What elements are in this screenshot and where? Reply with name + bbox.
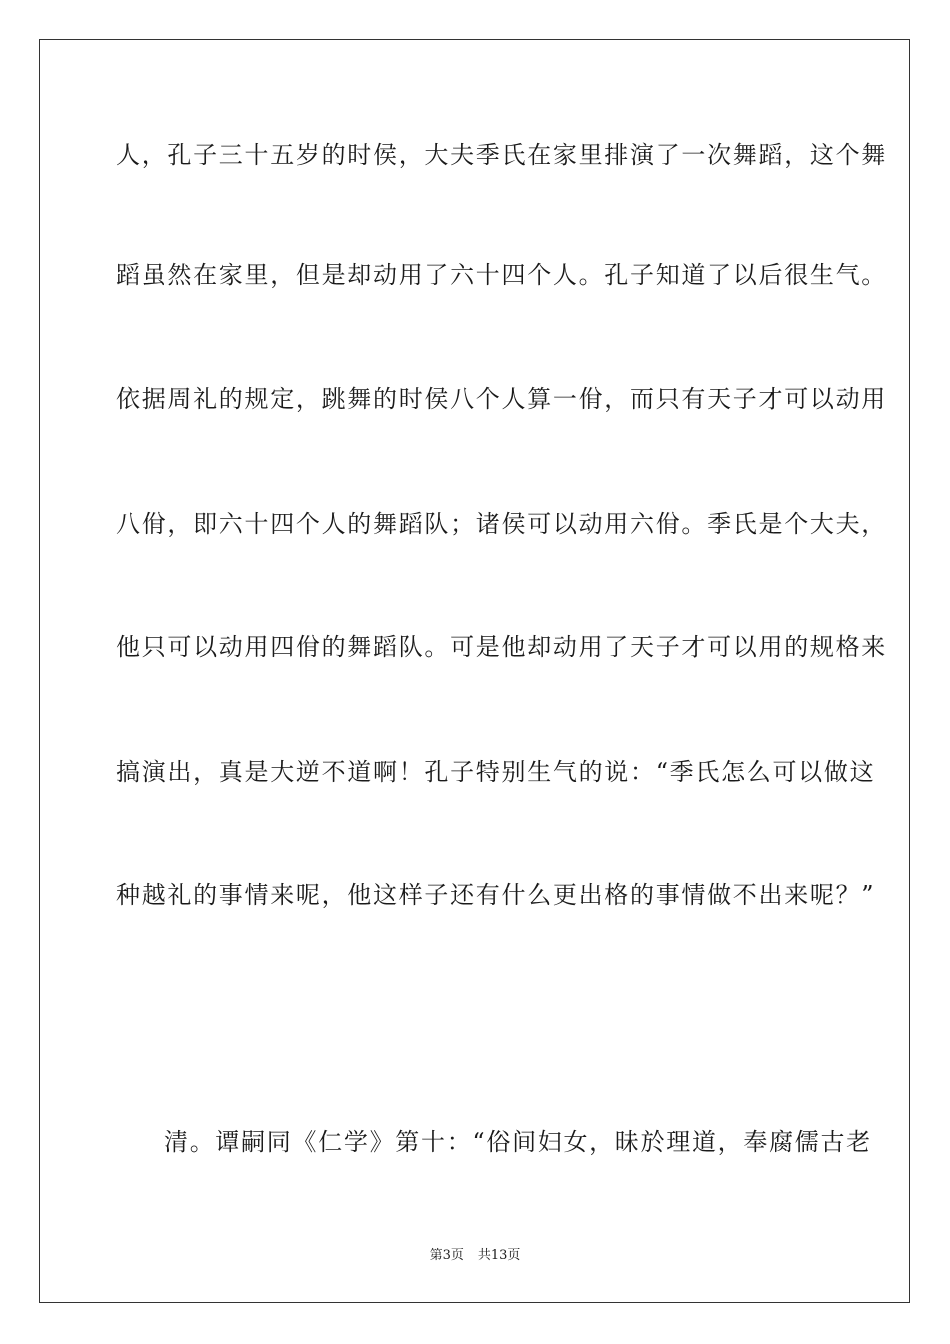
body-line-7: 种越礼的事情来呢，他这样子还有什么更出格的事情做不出来呢？” — [116, 881, 876, 909]
body-line-1: 人，孔子三十五岁的时侯，大夫季氏在家里排演了一次舞蹈，这个舞 — [116, 141, 887, 169]
page-number: 第3页 — [429, 1248, 464, 1263]
body-line-3: 依据周礼的规定，跳舞的时侯八个人算一佾，而只有天子才可以动用 — [116, 385, 887, 413]
next-paragraph-line: 清。谭嗣同《仁学》第十：“俗间妇女，昧於理道，奉腐儒古老 — [164, 1128, 872, 1156]
body-line-5: 他只可以动用四佾的舞蹈队。可是他却动用了天子才可以用的规格来 — [116, 633, 887, 661]
page-total: 共13页 — [477, 1248, 521, 1263]
page-footer — [0, 1247, 950, 1265]
page-border — [39, 39, 910, 1303]
body-line-6: 搞演出，真是大逆不道啊！孔子特别生气的说：“季氏怎么可以做这 — [116, 758, 876, 786]
body-line-2: 蹈虽然在家里，但是却动用了六十四个人。孔子知道了以后很生气。 — [116, 261, 887, 289]
body-line-4: 八佾，即六十四个人的舞蹈队；诸侯可以动用六佾。季氏是个大夫， — [116, 510, 887, 538]
